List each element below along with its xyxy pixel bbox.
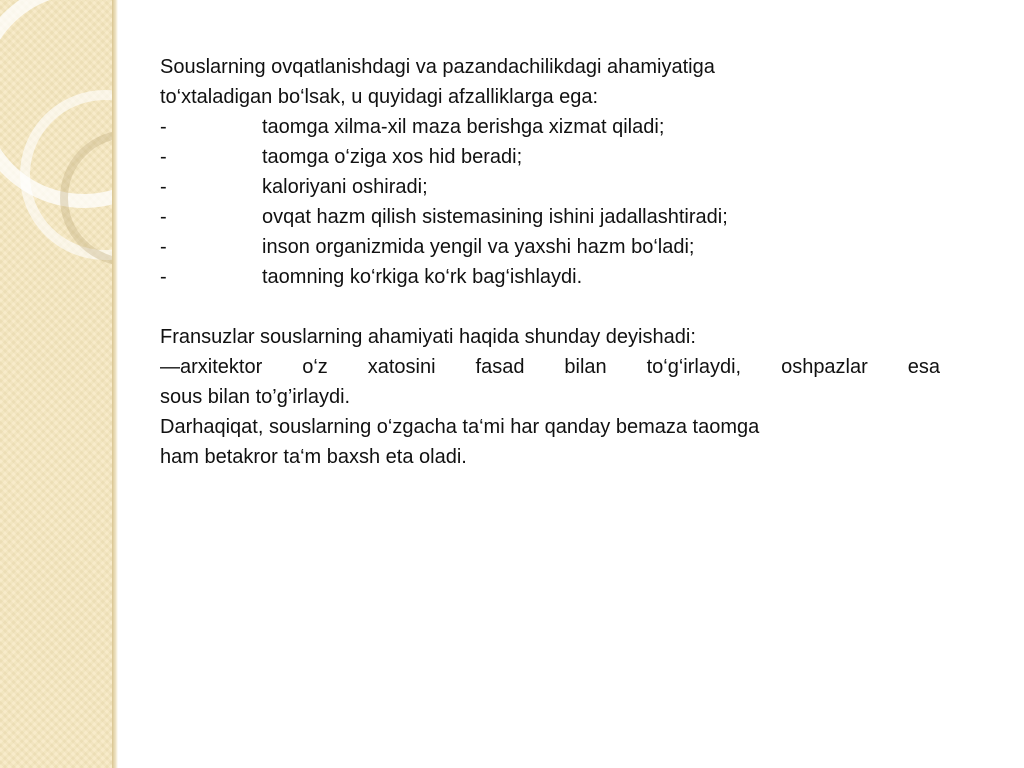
bullet-text: kaloriyani oshiradi; [262,176,428,198]
bullet-text: inson organizmida yengil va yaxshi hazm bo‘ladi; [262,236,695,258]
bullet-item [160,142,940,172]
paragraph-line: Darhaqiqat, souslarning o‘zgacha ta‘mi har qanday bemaza taomga [160,416,760,438]
bullet-marker: - [160,146,167,168]
bullet-item [160,262,940,292]
paragraph-line: ham betakror ta‘m baxsh eta oladi. [160,446,467,468]
slide-body [160,52,940,472]
bullet-text: taomga xilma-xil maza berishga xizmat qiladi; [262,116,665,138]
bullet-text: taomga o‘ziga xos hid beradi; [262,146,523,168]
bullet-item [160,202,940,232]
paragraph-line: Fransuzlar souslarning ahamiyati haqida shunday deyishadi: [160,326,696,348]
bullet-item [160,172,940,202]
bullet-item [160,112,940,142]
bullet-text: ovqat hazm qilish sistemasining ishini jadallashtiradi; [262,206,728,228]
intro-line: to‘xtaladigan bo‘lsak, u quyidagi afzalliklarga ega: [160,86,599,108]
side-panel-edge [112,0,118,768]
bullet-marker: - [160,176,167,198]
bullet-marker: - [160,266,167,288]
decorative-side-panel [0,0,112,768]
bullet-marker: - [160,206,167,228]
intro-line: Souslarning ovqatlanishdagi va pazandachilikdagi ahamiyatiga [160,56,715,78]
paragraph-spacer [160,292,940,322]
bullet-marker: - [160,236,167,258]
bullet-text: taomning ko‘rkiga ko‘rk bag‘ishlaydi. [262,266,583,288]
bullet-marker: - [160,116,167,138]
quote-line: —arxitektor o‘z xatosini fasad bilan to‘g‘irlaydi, oshpazlar esa [160,356,940,378]
bullet-item [160,232,940,262]
quote-line: sous bilan to’g’irlaydi. [160,386,351,408]
